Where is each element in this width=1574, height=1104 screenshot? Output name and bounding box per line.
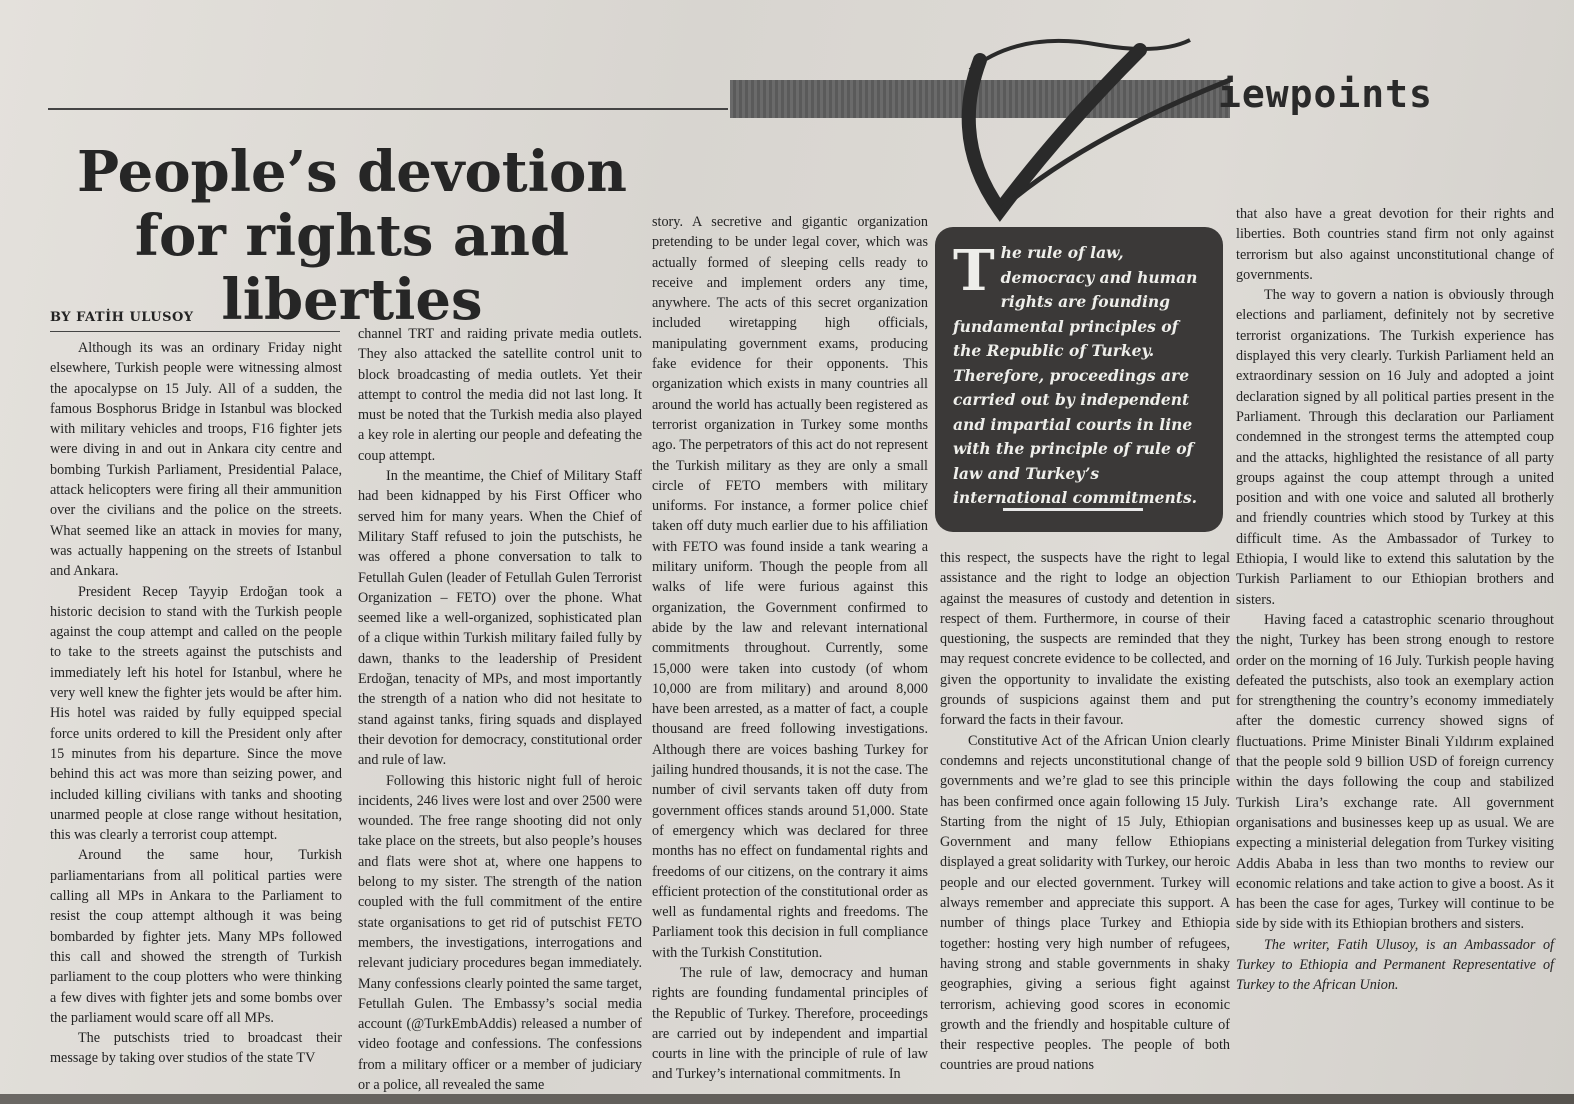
top-rule — [48, 108, 728, 110]
paragraph: channel TRT and raiding private media outlets. They also attacked the satellite control unit to block broadcasting of media outlets. Yet their attempt to control the media did not last long. It must be noted that the Turkish media also played a key role in alerting our people and defeating the coup attempt. — [358, 326, 642, 464]
pull-quote-text: he rule of law, democracy and human rights are founding fundamental principles of the Republic of Turkey. Therefore, proceedings are carried out by independent and impartial courts in line with the principle of rule of law and Turkey’s international commitments. — [953, 243, 1198, 507]
paragraph: story. A secretive and gigantic organization pretending to be under legal cover, which was actually formed of sleeping cells ready to receive and implement orders any time, anywhere. The acts of this secret organization included wiretapping high officials, manipulating government exams, producing fake evidence for their opponents. This organization which exists in many countries all around the world has actually been registered as terrorist organization in Turkey some months ago. The perpetrators of this act do not represent the Turkish military as they are only a small circle of FETO members with military uniforms. For instance, a former police chief taken off duty much earlier due to his affiliation with FETO was found inside a tank wearing a military uniform. Though the people from all walks of life were furious against this organization, the Government confirmed to abide by the law and relevant international commitments throughout. Currently, some 15,000 were taken into custody (of whom 10,000 are from military) and around 8,000 have been arrested, as a matter of fact, a couple thousand are freed following investigations. Although there are voices bashing Turkey for jailing hundred thousands, it is not the case. The number of civil servants taken off duty from government offices stands around 51,000. State of emergency which was declared for three months has no effect on fundamental rights and freedoms of our citizens, on the contrary it aims efficient protection of the constitutional order as well as fundamental rights and freedoms. The Parliament took this decision in full compliance with the Turkish Constitution. — [652, 214, 928, 961]
article-column-3 — [652, 212, 928, 1085]
paragraph: Around the same hour, Turkish parliamentarians from all political parties were calling all MPs in Ankara to the Parliament to resist the coup attempt although it was being bombarded by fighter jets. Many MPs followed this call and showed the strength of Turkish parliament to the coup plotters who were thinking a few dives with fighter jets and some bombs over the parliament would scare off all MPs. — [50, 847, 342, 1026]
paragraph: President Recep Tayyip Erdoğan took a historic decision to stand with the Turkish people against the coup attempt and called on the people to take to the streets against the putschists and immediately left his hotel for Istanbul, where he very well knew the fighter jets would be after him. His hotel was raided by fully equipped special force units ordered to kill the President only after 15 minutes from his departure. Since the move behind this act was more than seizing power, and included killing civilians with tanks and shooting unarmed people at close range without hesitation, this was clearly a terrorist coup attempt. — [50, 583, 342, 844]
paragraph: In the meantime, the Chief of Military Staff had been kidnapped by his First Officer who served him for many years. When the Chief of Military Staff refused to join the putschists, he was offered a phone conversation to talk to Fetullah Gulen (leader of Fetullah Gulen Terrorist Organization – FETO) over the phone. What seemed like a well-organized, sophisticated plan of a clique within Turkish military failed fully by dawn, thanks to the leadership of President Erdoğan, tenacity of MPs, and most importantly the strength of a nation who did not hesitate to stand against tanks, firing squads and displayed their devotion for democracy, constitutional order and rule of law. — [358, 468, 642, 769]
section-title: iewpoints — [1218, 72, 1433, 116]
paragraph: The rule of law, democracy and human rights are founding fundamental principles of the Republic of Turkey. Therefore, proceedings are carried out by independent and impartial courts in line with the principle of rule of law and Turkey’s international commitments. In — [652, 964, 928, 1083]
paragraph: Although its was an ordinary Friday night elsewhere, Turkish people were witnessing almost the apocalypse on 15 July. All of a sudden, the famous Bosphorus Bridge in Istanbul was blocked with military vehicles and troops, F16 fighter jets were diving in and out in Ankara city centre and bombing Turkish Parliament, Presidential Palace, attack helicopters were firing all their ammunition over the civilians and the police on the streets. What seemed like an attack in movies for many, was actually happening on the streets of Istanbul and Ankara. — [50, 340, 342, 580]
paragraph: this respect, the suspects have the right to legal assistance and the right to lodge an objection against the measures of custody and detention in respect of them. Furthermore, in course of their questioning, the suspects are reminded that they may request concrete evidence to be collected, and given the opportunity to invalidate the existing grounds of suspicions against them and put forward the facts in their favour. — [940, 550, 1230, 729]
paragraph: Following this historic night full of heroic incidents, 246 lives were lost and over 2500 were wounded. The free range shooting did not only take place on the streets, but also people’s houses and flats were shot at, where one happens to belong to my sister. The strength of the nation coupled with the full commitment of the entire state organisations to get rid of putschist FETO members, the investigations, interrogations and relevant judiciary procedures began immediately. Many confessions clearly pointed the same target, Fetullah Gulen. The Embassy’s social media account (@TurkEmbAddis) released a number of video footage and confessions. The confessions from a military officer or a member of judiciary or a police, all revealed the same — [358, 772, 642, 1093]
writer-note: The writer, Fatih Ulusoy, is an Ambassador of Turkey to Ethiopia and Permanent Representative of Turkey to the African Union. — [1236, 936, 1554, 994]
paragraph: The putschists tried to broadcast their message by taking over studios of the state TV — [50, 1030, 342, 1067]
viewpoints-v-logo — [940, 20, 1240, 230]
paragraph: Constitutive Act of the African Union clearly condemns and rejects unconstitutional change of governments and we’re glad to see this principle has been confirmed once again following 15 July. Starting from the night of 15 July, Ethiopian Government and many fellow Ethiopians displayed a great solidarity with Turkey, our heroic people and our elected government. Turkey will always remember and appreciate this support. A number of things place Turkey and Ethiopia together: hosting very high number of refugees, having strong and stable governments in shaky geographies, giving a serious fight against terrorism, achieving good scores in economic growth and the friendly and hospitable culture of their respective peoples. The people of both countries are proud nations — [940, 732, 1230, 1074]
article-column-1 — [50, 338, 342, 1069]
pull-quote-box — [935, 227, 1223, 532]
article-column-2 — [358, 324, 642, 1095]
article-column-5 — [1236, 204, 1554, 996]
paragraph: The way to govern a nation is obviously through elections and parliament, definitely not by secretive terrorist organizations. The Turkish experience has displayed this very clearly. Turkish Parliament held an extraordinary session on 16 July and adopted a joint declaration signed by all political parties present in the Parliament. Through this declaration our Parliament condemned in the strongest terms the attempted coup and the attacks, highlighted the resistance of all party groups against the coup attempt through a united position and with one voice and saluted all brotherly and friendly countries which stood by Turkey at this difficult time. As the Ambassador of Turkey to Ethiopia, I would like to extend this salutation by the Turkish Parliament to our Ethiopian brothers and sisters. — [1236, 287, 1554, 608]
article-column-4 — [940, 548, 1230, 1076]
bottom-edge — [0, 1094, 1574, 1104]
pull-quote-drop-cap: T — [953, 238, 995, 304]
paragraph: that also have a great devotion for their rights and liberties. Both countries stand firm not only against terrorism but also against unconstitutional change of governments. — [1236, 206, 1554, 283]
paragraph: Having faced a catastrophic scenario throughout the night, Turkey has been strong enough to restore order on the morning of 16 July. Turkish people having defeated the putschists, also took an exemplary action for strengthening the country’s economy immediately after the domestic currency showed signs of fluctuations. Prime Minister Binali Yıldırım explained that the people sold 9 billion USD of foreign currency within the days following the coup and stabilized Turkish Lira’s exchange rate. All government organisations and businesses keep up as usual. We are expecting a ministerial delegation from Turkey visiting Addis Ababa in less than two months to review our economic relations and take action to give a boost. As it has been the case for ages, Turkey will continue to be side by side with its Ethiopian brothers and sisters. — [1236, 611, 1554, 933]
pull-quote-rule — [1003, 508, 1143, 511]
article-byline: BY FATİH ULUSOY — [50, 310, 340, 332]
article-headline: People’s devotion for rights and liberties — [76, 139, 628, 333]
